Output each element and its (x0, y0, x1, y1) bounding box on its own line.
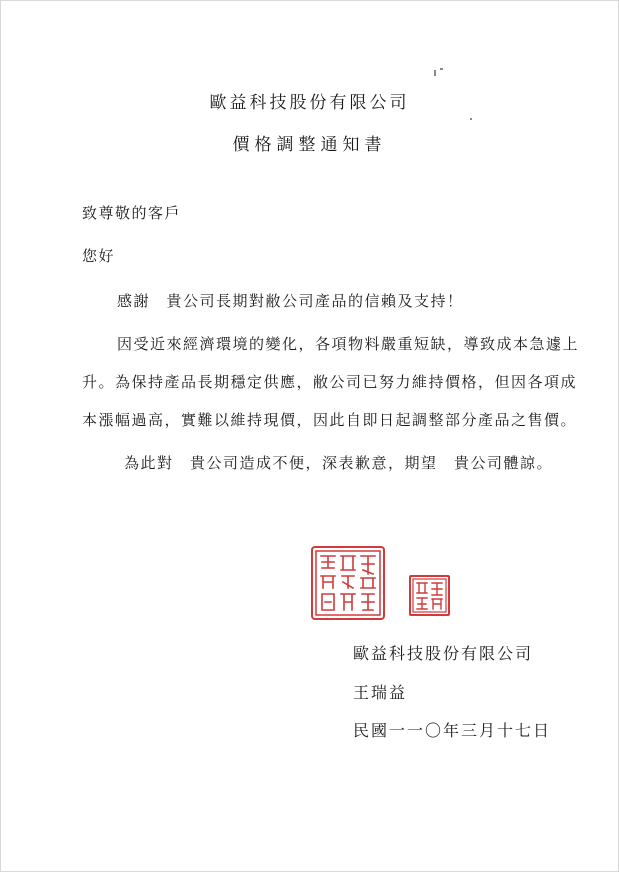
notice-title: 價格調整通知書 (232, 135, 387, 155)
paragraph-apology: 為此對 貴公司造成不便，深表歉意，期望 貴公司體諒。 (124, 454, 554, 472)
paragraph-reason-line-2: 升。為保持產品長期穩定供應，敝公司已努力維持價格，但因各項成 (82, 373, 578, 391)
person-seal-stamp (409, 575, 450, 616)
scan-speck (470, 118, 472, 120)
signature-company-name: 歐益科技股份有限公司 (353, 644, 534, 663)
header-company-name: 歐益科技股份有限公司 (209, 93, 410, 113)
greeting-line: 致尊敬的客戶 (82, 204, 182, 222)
scan-speck (434, 70, 436, 76)
paragraph-thanks: 感謝 貴公司長期對敝公司產品的信賴及支持！ (117, 292, 464, 310)
paragraph-reason-line-3: 本漲幅過高，實難以維持現價，因此自即日起調整部分產品之售價。 (82, 411, 578, 429)
company-seal-stamp (311, 546, 385, 620)
signature-person-name: 王瑞益 (353, 683, 408, 702)
signature-date: 民國一一〇年三月十七日 (353, 721, 552, 740)
scan-speck (440, 68, 443, 70)
paragraph-reason-line-1: 因受近來經濟環境的變化，各項物料嚴重短缺，導致成本急遽上 (117, 335, 580, 353)
hello-line: 您好 (82, 247, 116, 265)
